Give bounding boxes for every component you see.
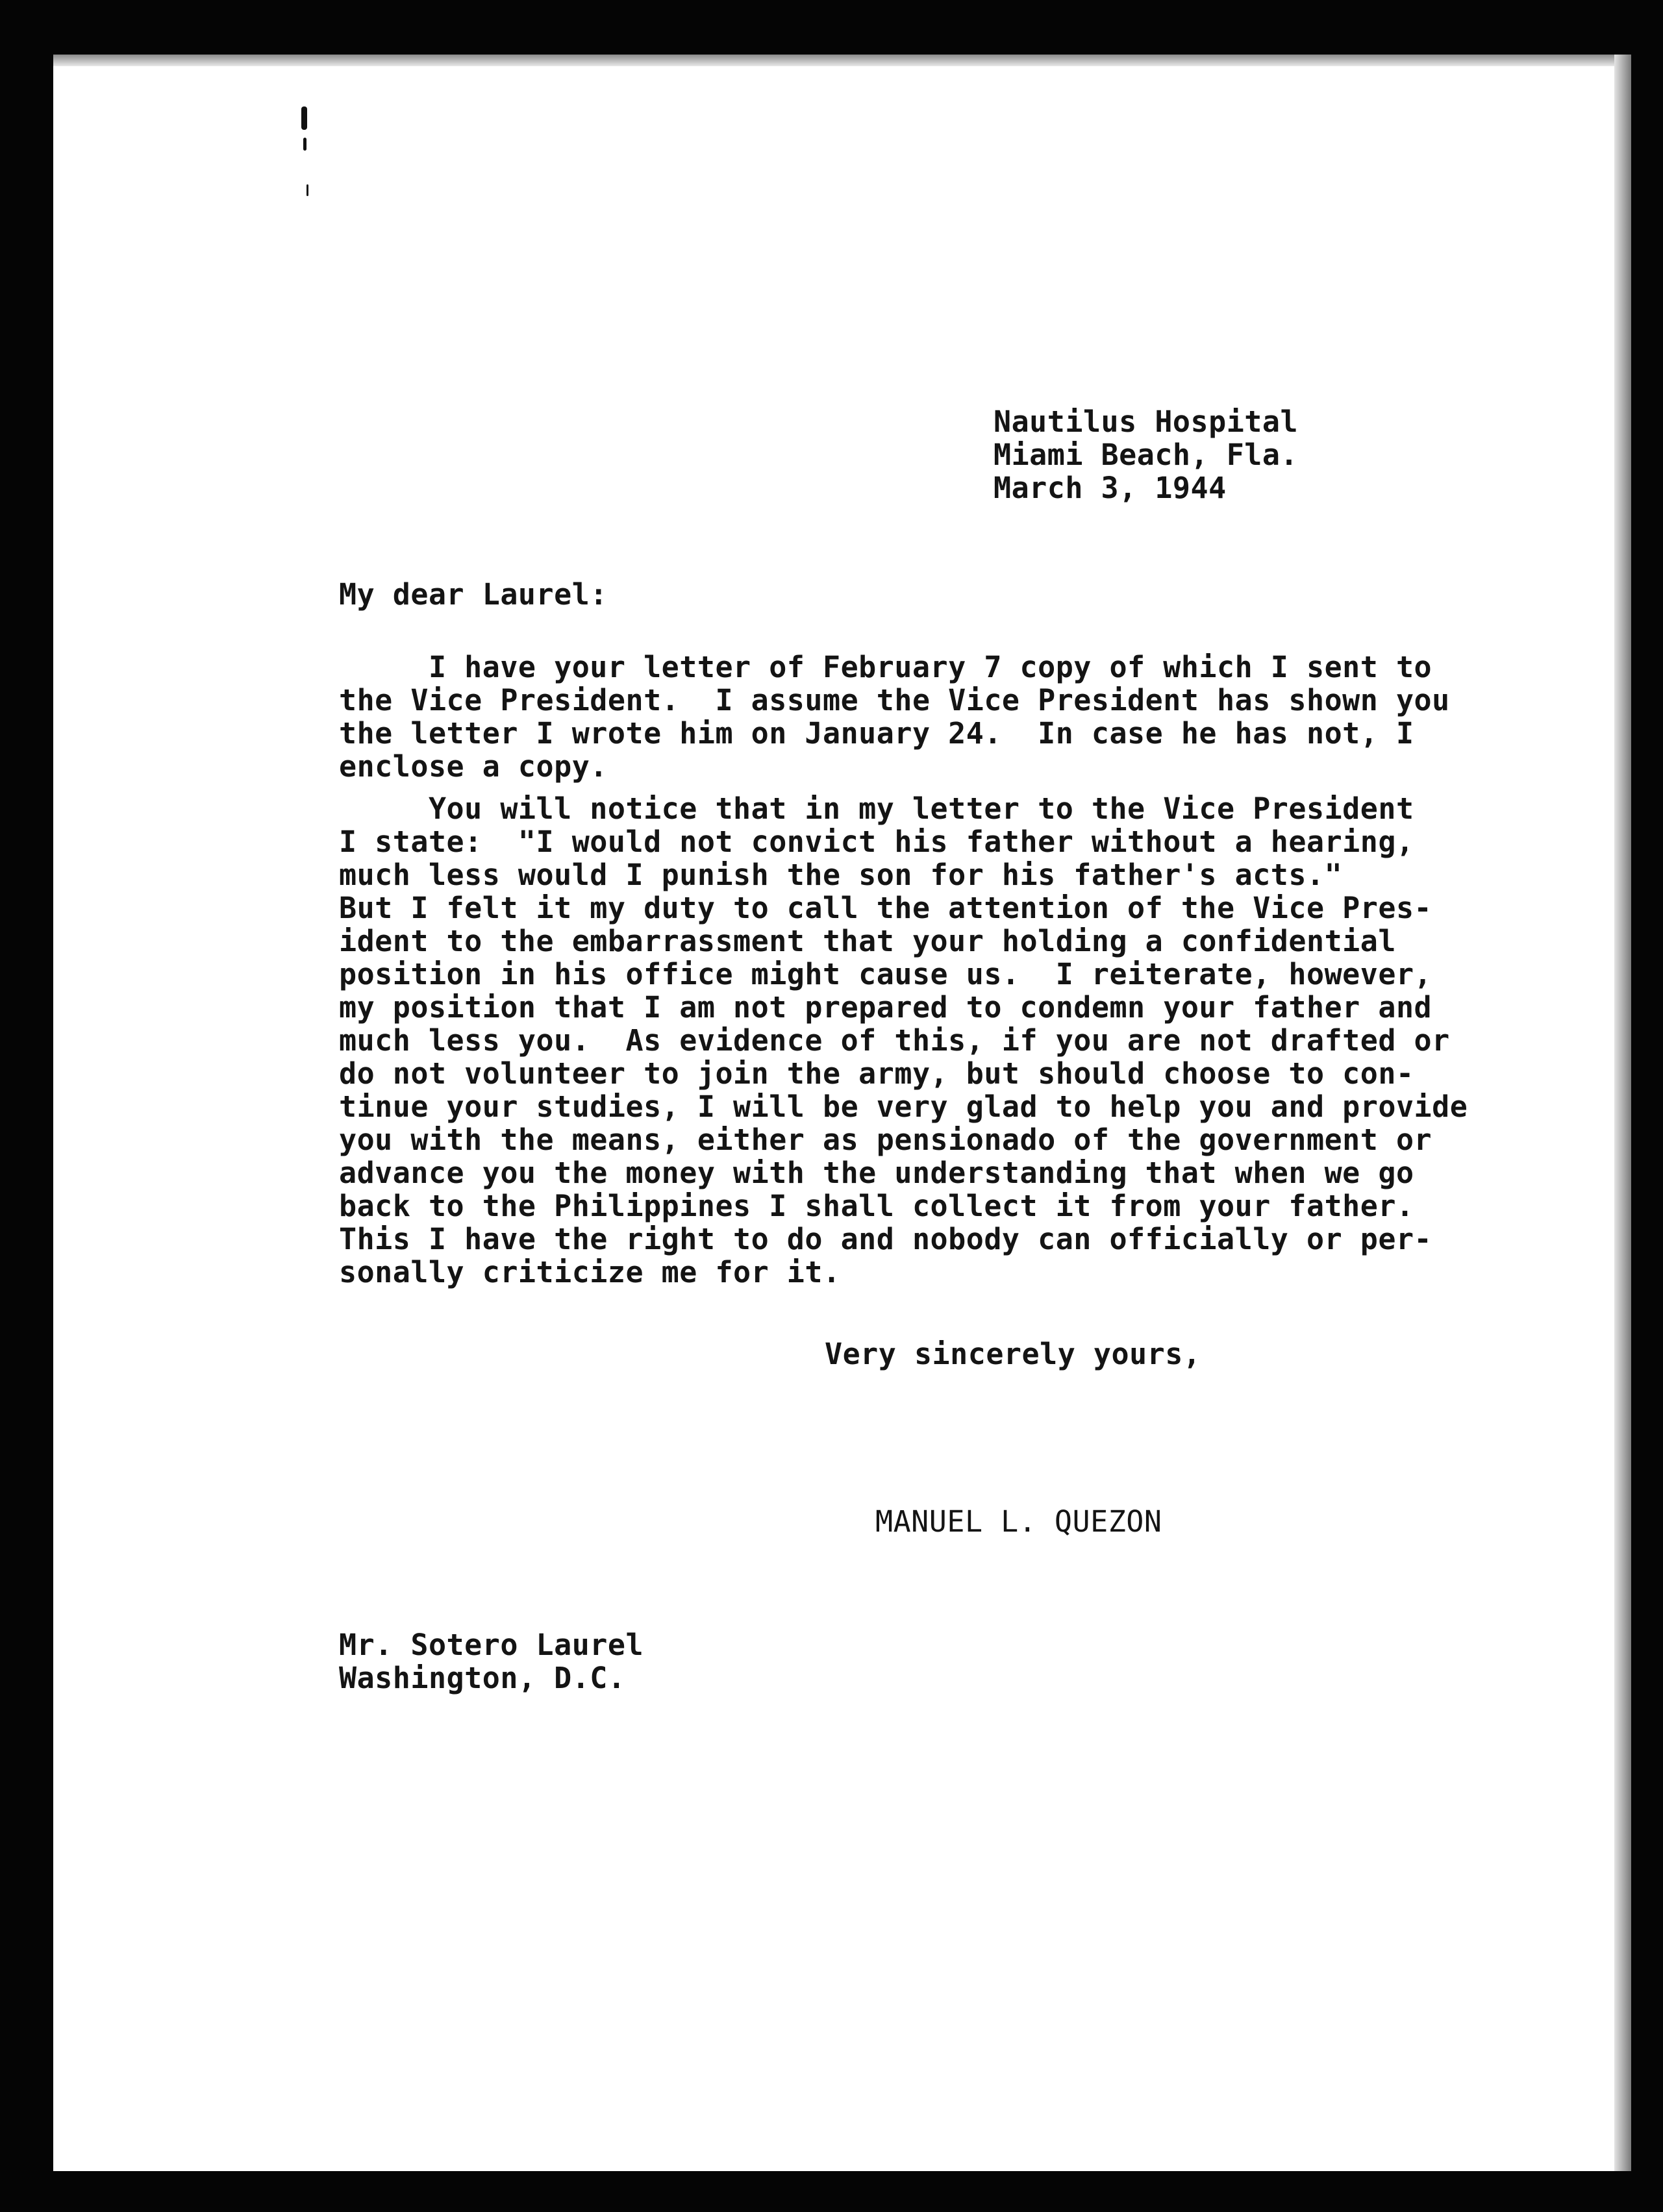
letterhead-place: Nautilus Hospital	[994, 404, 1299, 439]
margin-mark	[301, 106, 307, 130]
letterhead-city: Miami Beach, Fla.	[994, 438, 1299, 472]
letter-page	[53, 55, 1631, 2171]
paragraph-2	[339, 792, 1468, 1289]
paragraph-line: back to the Philippines I shall collect it from your father.	[339, 1189, 1414, 1223]
signature-name: MANUEL L. QUEZON	[875, 1504, 1162, 1539]
paragraph-1	[339, 651, 1450, 783]
paragraph-line: sonally criticize me for it.	[339, 1255, 841, 1289]
paragraph-line: the letter I wrote him on January 24. In case he has not, I	[339, 716, 1414, 751]
page-top-edge	[53, 55, 1631, 66]
paragraph-line: advance you the money with the understanding that when we go	[339, 1156, 1414, 1190]
paragraph-line: you with the means, either as pensionado of the government or	[339, 1123, 1432, 1157]
recipient-city: Washington, D.C.	[339, 1661, 626, 1695]
page-right-edge	[1614, 55, 1631, 2171]
paragraph-line: I state: "I would not convict his father without a hearing,	[339, 825, 1414, 859]
paragraph-line: I have your letter of February 7 copy of which I sent to	[339, 650, 1432, 684]
closing: Very sincerely yours,	[825, 1337, 1201, 1371]
paragraph-line: ident to the embarrassment that your holding a confidential	[339, 924, 1396, 958]
paragraph-line: much less you. As evidence of this, if you are not drafted or	[339, 1023, 1450, 1058]
margin-mark	[306, 184, 308, 196]
paragraph-line: much less would I punish the son for his father's acts."	[339, 858, 1343, 892]
paragraph-line: You will notice that in my letter to the Vice President	[339, 791, 1414, 826]
margin-mark	[303, 138, 306, 151]
paragraph-line: enclose a copy.	[339, 749, 608, 784]
paragraph-line: position in his office might cause us. I reiterate, however,	[339, 957, 1432, 991]
paragraph-line: do not volunteer to join the army, but should choose to con-	[339, 1056, 1414, 1091]
letterhead-date: March 3, 1944	[994, 471, 1227, 505]
paragraph-line: This I have the right to do and nobody can officially or per-	[339, 1222, 1432, 1256]
recipient-name: Mr. Sotero Laurel	[339, 1628, 644, 1662]
salutation: My dear Laurel:	[339, 577, 608, 612]
paragraph-line: the Vice President. I assume the Vice President has shown you	[339, 683, 1450, 717]
paragraph-line: tinue your studies, I will be very glad to help you and provide	[339, 1089, 1468, 1124]
paragraph-line: my position that I am not prepared to condemn your father and	[339, 990, 1432, 1025]
paragraph-line: But I felt it my duty to call the attention of the Vice Pres-	[339, 891, 1432, 925]
